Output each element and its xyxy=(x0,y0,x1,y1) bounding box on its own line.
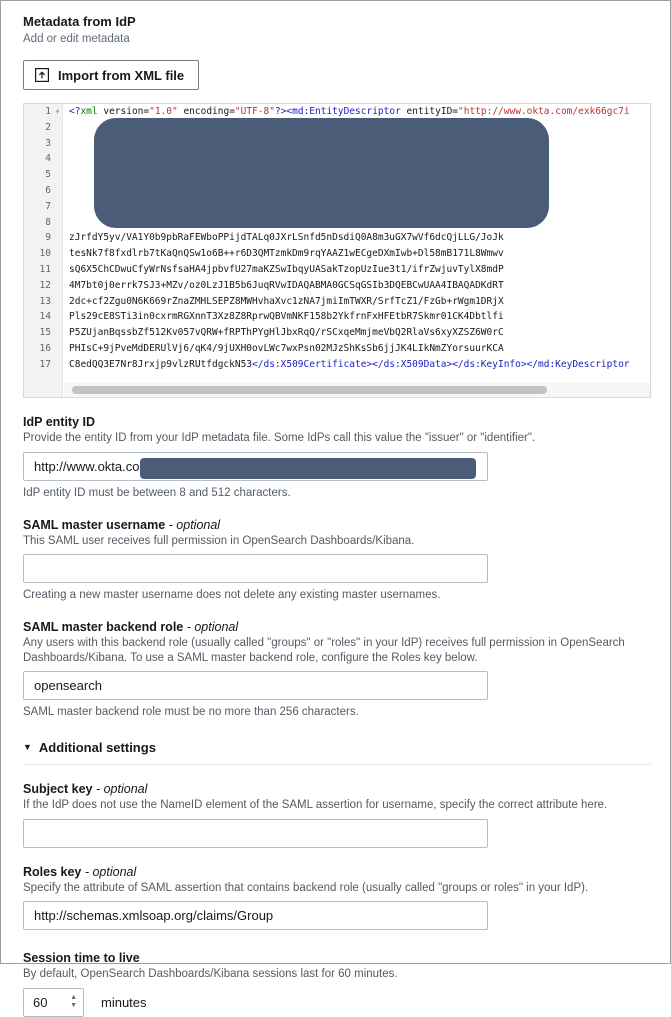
editor-code-line xyxy=(64,230,650,246)
redaction-overlay-code xyxy=(94,118,549,228)
saml-master-username-description: This SAML user receives full permission in OpenSearch Dashboards/Kibana. xyxy=(23,534,415,547)
saml-master-backend-role-hint: SAML master backend role must be no more than 256 characters. xyxy=(23,706,359,718)
code-token: ?> xyxy=(274,106,287,117)
additional-settings-label: Additional settings xyxy=(38,740,156,755)
editor-line-number: 17 xyxy=(39,358,51,370)
saml-master-backend-role-optional-tag: - optional xyxy=(183,620,239,634)
roles-key-label-text: Roles key xyxy=(23,864,82,879)
editor-line-number: 4 xyxy=(45,153,51,165)
editor-code-line xyxy=(64,278,650,294)
code-token: <? xyxy=(69,106,81,117)
spinner-up-icon[interactable]: ▲ xyxy=(70,994,77,1001)
spinner-down-icon[interactable]: ▼ xyxy=(70,1002,77,1009)
editor-line-number: 14 xyxy=(39,311,51,323)
code-token: P5ZUjanBqssbZf512Kv057vQRW+fRPThPYgHlJbxRqQ/rSCxqeMmjmeVbQ2RlaVs6xyXZSZ6W0rC xyxy=(69,327,504,339)
saml-master-username-label xyxy=(23,517,650,533)
saml-master-backend-role-input[interactable] xyxy=(23,671,488,700)
subject-key-optional-tag: - optional xyxy=(92,782,148,796)
code-token: PHIsC+9jPveMdDERUlVj6/qK4/9jUXH0ovLWc7wxPsn02MJzShKsSb6jjJK4LIkNmZYorsuurKCA xyxy=(69,342,504,354)
code-token: version= xyxy=(97,106,150,117)
session-ttl-input-box[interactable] xyxy=(23,988,84,1017)
roles-key-description: Specify the attribute of SAML assertion that contains backend role (usually called "groups or roles" in your IdP). xyxy=(23,881,589,894)
code-token: zJrfdY5yv/VA1Y0b9pbRaFEWboPPijdTALq0JXrLSnfd5nDsdiQ0A8m3uGX7wVf6dcQjLLG/JoJk xyxy=(69,232,504,244)
code-token: entityID= xyxy=(400,106,459,117)
section-subtitle: Add or edit metadata xyxy=(23,33,130,45)
code-token: sQ6X5ChCDwuCfyWrNsfsaHA4jpbvfU27maKZSwIbqyUASakTzopUzIue3t1/ifrZwjuvTylX8mdP xyxy=(69,263,504,275)
subject-key-label-text: Subject key xyxy=(23,782,93,796)
saml-master-username-hint: Creating a new master username does not delete any existing master usernames. xyxy=(23,589,441,601)
idp-entity-id-description: Provide the entity ID from your IdP metadata file. Some IdPs call this value the "issuer" or "identifier". xyxy=(23,432,536,444)
saml-master-username-input[interactable] xyxy=(23,554,488,583)
scrollbar-thumb[interactable] xyxy=(72,386,547,394)
editor-horizontal-scrollbar[interactable] xyxy=(64,383,650,397)
editor-line-number: 9 xyxy=(45,232,51,244)
editor-line-number: 1 ▾ xyxy=(24,104,62,120)
import-file-icon xyxy=(35,68,49,82)
field-idp-entity-id xyxy=(23,414,650,501)
saml-master-username-optional-tag: - optional xyxy=(165,517,221,532)
editor-line-number: 12 xyxy=(39,279,51,291)
field-saml-master-backend-role xyxy=(23,619,650,720)
editor-code-line xyxy=(64,262,650,278)
editor-line-number: 6 xyxy=(45,184,51,196)
editor-code-line xyxy=(64,309,650,325)
editor-line-number: 8 xyxy=(45,216,51,228)
editor-line-number: 2 xyxy=(45,121,51,133)
section-title: Metadata from IdP xyxy=(23,14,136,29)
additional-settings-section xyxy=(23,740,651,765)
code-token: C8edQQ3E7Nr8Jrxjp9vlzRUtfdgckN53 xyxy=(69,358,253,370)
code-fold-toggle-icon[interactable]: ▾ xyxy=(55,107,60,116)
roles-key-optional-tag: - optional xyxy=(81,864,137,879)
session-ttl-label: Session time to live xyxy=(23,951,140,965)
code-token: "1.0" xyxy=(149,106,178,117)
idp-entity-id-label: IdP entity ID xyxy=(23,415,96,429)
subject-key-input[interactable] xyxy=(23,819,488,848)
field-subject-key xyxy=(23,781,650,848)
field-session-ttl xyxy=(23,950,650,1017)
field-saml-master-username xyxy=(23,517,650,604)
editor-gutter xyxy=(24,104,63,397)
additional-settings-divider xyxy=(23,764,651,765)
code-token: "UTF-8" xyxy=(234,106,275,117)
roles-key-label xyxy=(23,864,650,880)
editor-line-number: 15 xyxy=(39,327,51,339)
idp-entity-id-hint: IdP entity ID must be between 8 and 512 characters. xyxy=(23,486,291,499)
code-token: 2dc+cf2Zgu0N6K669rZnaZMHLSEPZ8MWHvhaXvc1zNA7jmiImTWXR/SrfTcZ1/FzGb+rWgm1DRjX xyxy=(69,295,504,307)
editor-line-number: 3 xyxy=(45,137,51,149)
code-token: 4M7bt0j0errk7SJ3+MZv/oz0LzJ1B5b6JuqRVwIDAQABMA0GCSqGSIb3DQEBCwUAA4IBAQADKdRT xyxy=(69,279,504,291)
editor-line-number: 13 xyxy=(39,295,51,307)
saml-master-username-label-text: SAML master username xyxy=(23,517,166,532)
session-ttl-unit-label: minutes xyxy=(101,994,147,1010)
editor-line-number: 10 xyxy=(39,248,51,260)
code-token: xml xyxy=(80,106,98,117)
additional-settings-toggle[interactable] xyxy=(23,740,651,764)
import-from-xml-label: Import from XML file xyxy=(58,67,185,83)
editor-code-line xyxy=(64,341,650,357)
editor-code-line xyxy=(64,357,650,373)
code-token: tesNk7f8fxdlrb7tKaQnQSw1o6B++r6D3QMTzmkDm9rqYAAZ1wECgeDXmIwb+Dl58mB171L8Wmwv xyxy=(69,248,504,260)
roles-key-input[interactable] xyxy=(23,901,488,930)
subject-key-description: If the IdP does not use the NameID element of the SAML assertion for username, specify the correct attribute here. xyxy=(23,799,608,811)
caret-down-icon: ▼ xyxy=(23,742,32,752)
session-ttl-input[interactable] xyxy=(24,989,56,1016)
editor-code-line xyxy=(64,246,650,262)
saml-master-backend-role-label-text: SAML master backend role xyxy=(23,620,184,634)
import-from-xml-button[interactable] xyxy=(23,60,199,90)
saml-master-backend-role-label xyxy=(23,619,650,635)
code-token: "http://www.okta.com/exk66gc7i xyxy=(458,106,630,117)
session-ttl-spinner-arrows[interactable] xyxy=(70,989,77,1016)
redaction-overlay-entity-id xyxy=(140,458,476,479)
editor-line-number: 11 xyxy=(39,263,51,275)
metadata-section xyxy=(23,13,650,90)
editor-line-number: 5 xyxy=(45,169,51,181)
editor-line-number: 16 xyxy=(39,342,51,354)
code-token: <md:EntityDescriptor xyxy=(286,106,401,117)
saml-master-backend-role-description: Any users with this backend role (usually called "groups" or "roles" in your IdP) receives full permission in OpenSearch Dashboards/Kibana. To use a SAML master backend role, configure the Roles key below. xyxy=(23,637,625,664)
subject-key-label xyxy=(23,781,650,797)
editor-code-line xyxy=(64,294,650,310)
session-ttl-description: By default, OpenSearch Dashboards/Kibana sessions last for 60 minutes. xyxy=(23,968,398,980)
editor-line-number: 7 xyxy=(45,200,51,212)
field-roles-key xyxy=(23,864,650,931)
code-token: Pls29cE8STi3in0cxrmRGXnnT3Xz8Z8RprwQBVmNKF158b2YkfrnFxHFEtbR7Skmr01CK4Dbtlfi xyxy=(69,311,504,323)
code-token: </ds:X509Certificate></ds:X509Data></ds:KeyInfo></md:KeyDescriptor xyxy=(252,358,630,370)
metadata-code-editor[interactable] xyxy=(23,103,651,398)
session-ttl-stepper[interactable] xyxy=(23,988,650,1017)
code-token: encoding= xyxy=(177,106,235,117)
editor-code-line xyxy=(64,325,650,341)
